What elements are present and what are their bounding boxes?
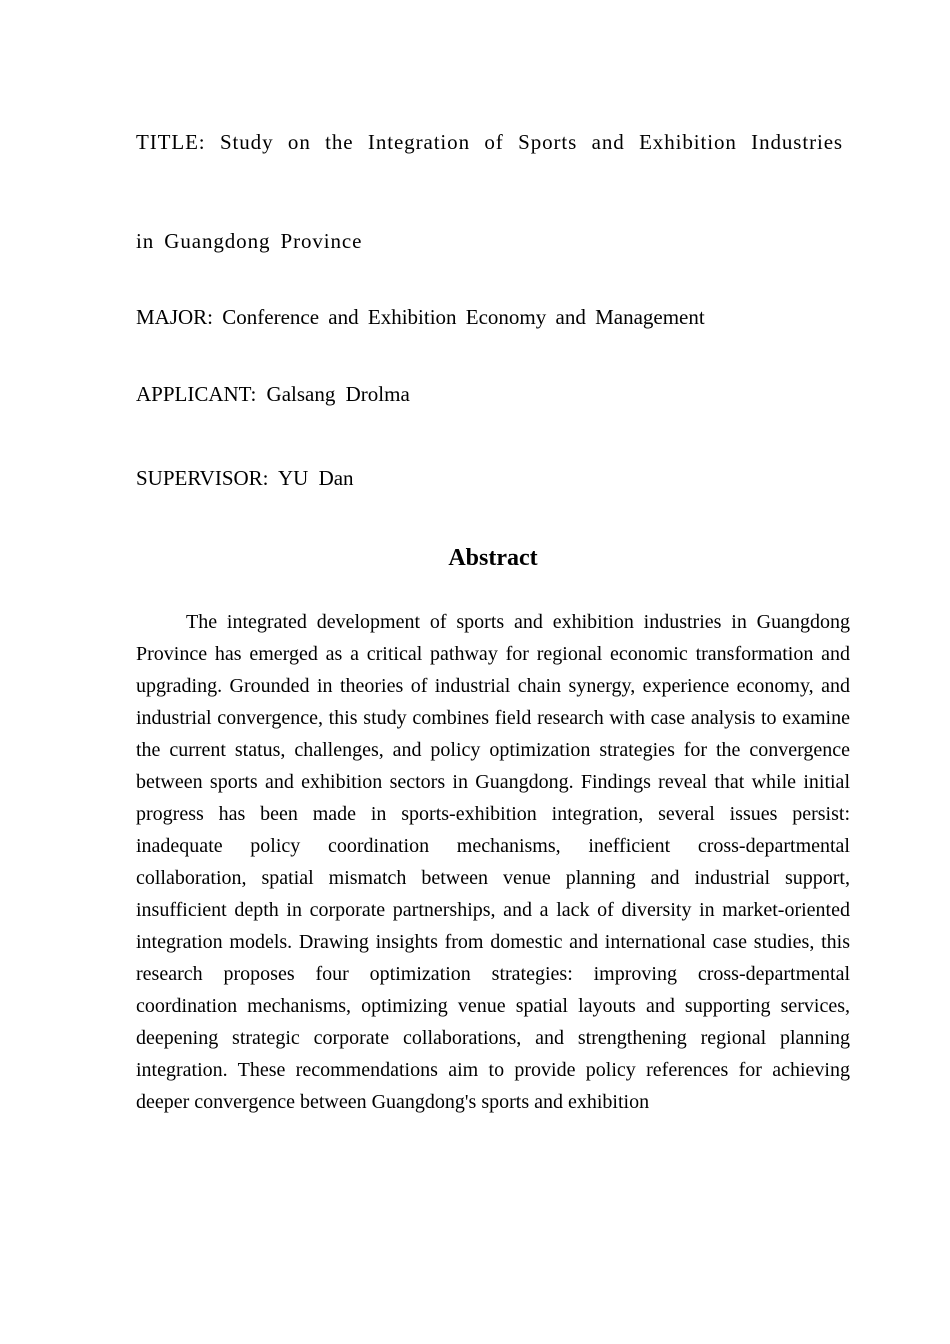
abstract-heading: Abstract xyxy=(448,545,538,571)
thesis-title-line-2: in Guangdong Province xyxy=(136,229,363,253)
thesis-title-line-1: TITLE: Study on the Integration of Sports and Exhibition Industries xyxy=(136,130,843,154)
abstract-body: The integrated development of sports and exhibition industries in Guangdong Province has emerged as a critical pathway for regional economic transformation and upgrading. Grounded in theories of industrial chain synergy, experience economy, and industrial convergence, this study combines field research with case analysis to examine the current status, challenges, and policy optimization strategies for the convergence between sports and exhibition sectors in Guangdong. Findings reveal that while initial progress has been made in sports-exhibition integration, several issues persist: inadequate policy coordination mechanisms, inefficient cross-departmental collaboration, spatial mismatch between venue planning and industrial support, insufficient depth in corporate partnerships, and a lack of diversity in market-oriented integration models. Drawing insights from domestic and international case studies, this research proposes four optimization strategies: improving cross-departmental coordination mechanisms, optimizing venue spatial layouts and supporting services, deepening strategic corporate collaborations, and strengthening regional planning integration. These recommendations aim to provide policy references for achieving deeper convergence between Guangdong's sports and exhibition xyxy=(136,611,850,1113)
major-line: MAJOR: Conference and Exhibition Economy and Management xyxy=(136,305,705,329)
supervisor-line: SUPERVISOR: YU Dan xyxy=(136,466,354,490)
applicant-line: APPLICANT: Galsang Drolma xyxy=(136,382,410,406)
